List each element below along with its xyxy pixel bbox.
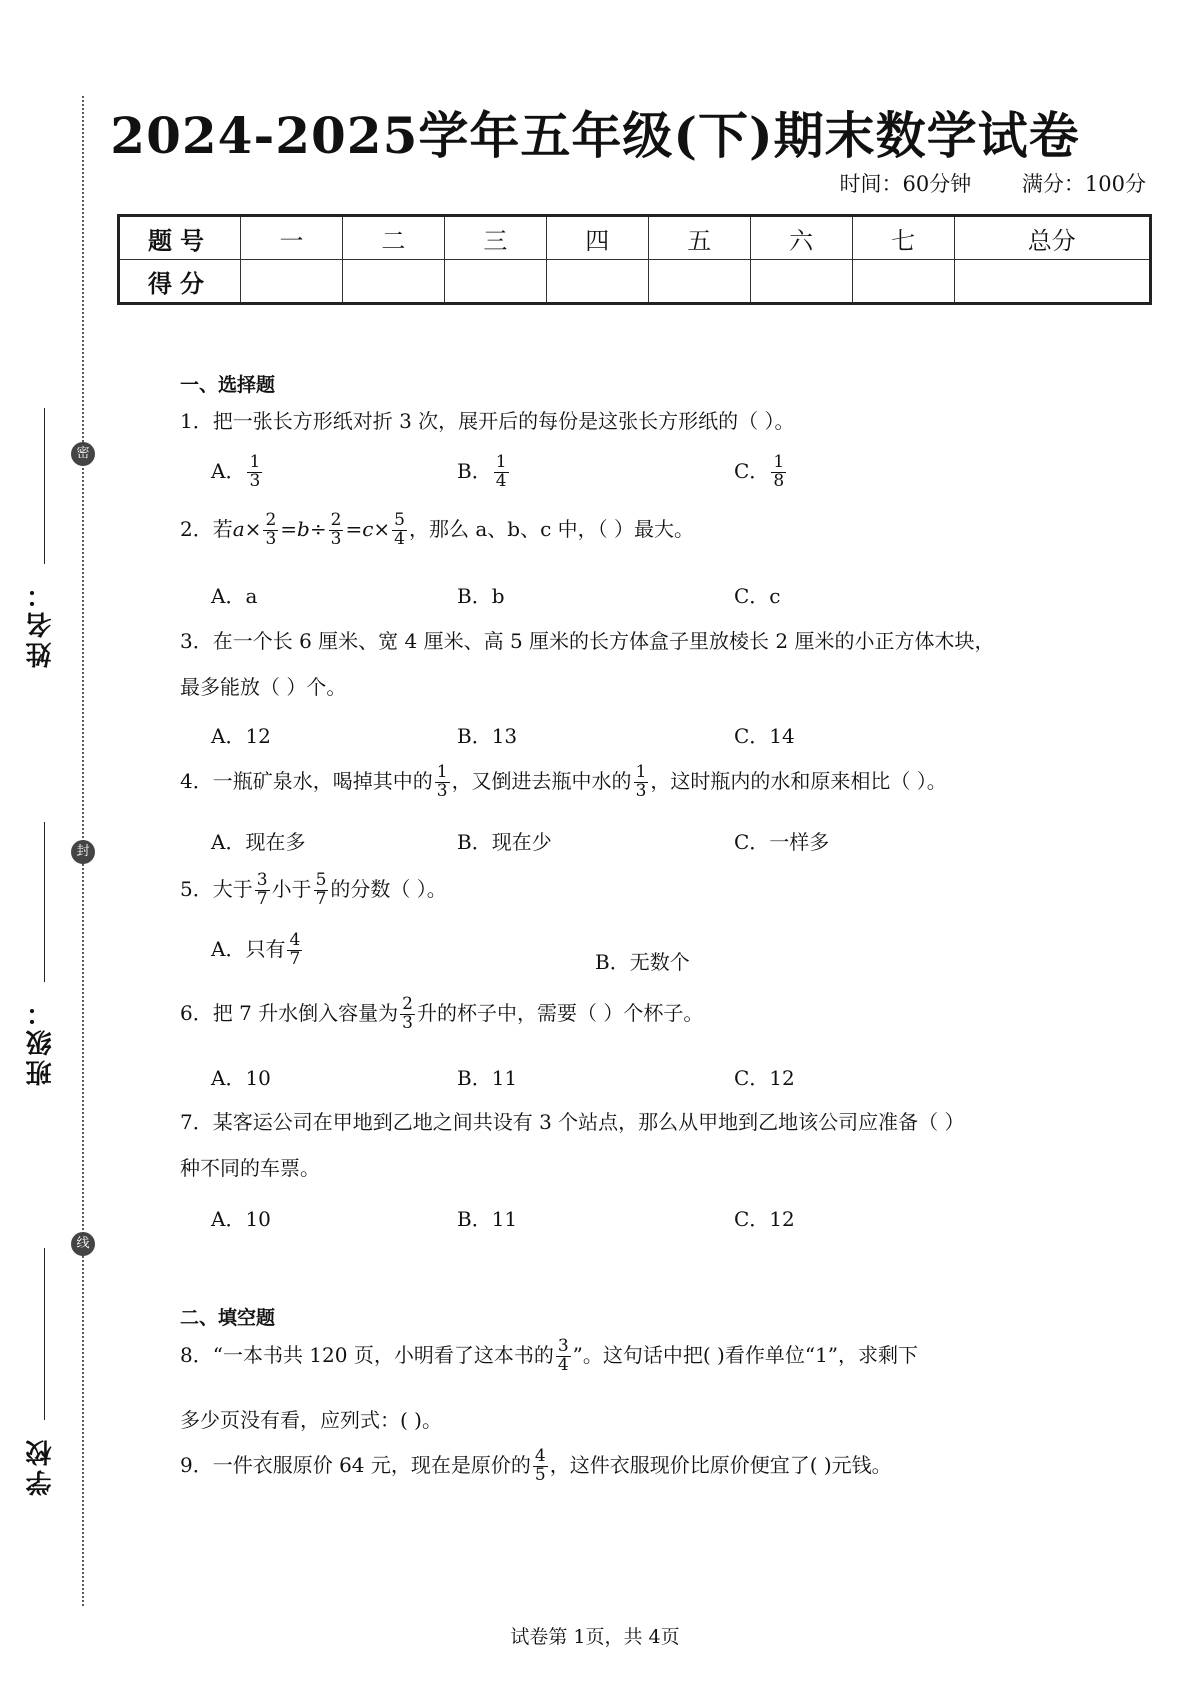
school-label: 学校 xyxy=(26,1436,56,1496)
question-7-line1: 7．某客运公司在甲地到乙地之间共设有 3 个站点，那么从甲地到乙地该公司应准备（ ） xyxy=(180,1110,965,1134)
seal-feng: 封 xyxy=(71,840,95,864)
exam-meta xyxy=(795,168,1146,198)
score-cell[interactable] xyxy=(954,260,1150,304)
q6-text-2: 升的杯子中，需要（ ）个杯子。 xyxy=(417,1000,704,1025)
numerator: 1 xyxy=(495,452,507,472)
times-sign: × xyxy=(373,516,391,541)
option-letter: C． xyxy=(734,458,770,483)
numerator: 5 xyxy=(315,870,327,890)
question-6 xyxy=(180,996,703,1033)
q6-option-a: A．10 xyxy=(211,1066,271,1090)
fraction xyxy=(392,512,407,549)
q5-text-2: 小于 xyxy=(271,876,312,901)
q7-option-c: C．12 xyxy=(734,1207,795,1231)
fraction xyxy=(771,454,786,491)
score-col: 三 xyxy=(444,216,546,260)
denominator: 3 xyxy=(265,528,277,549)
fraction xyxy=(255,872,270,909)
question-2 xyxy=(180,512,694,549)
numerator: 4 xyxy=(289,930,301,950)
q3-option-b: B．13 xyxy=(457,724,518,748)
question-3-line1: 3．在一个长 6 厘米、宽 4 厘米、高 5 厘米的长方体盒子里放棱长 2 厘米的小正方体木块， xyxy=(180,629,995,653)
numerator: 2 xyxy=(330,510,342,530)
q9-text-2: ，这件衣服现价比原价便宜了( )元钱。 xyxy=(549,1452,892,1477)
q2-option-b: B．b xyxy=(457,584,505,608)
question-8-line2: 多少页没有看，应列式：( )。 xyxy=(180,1408,442,1432)
numerator: 5 xyxy=(394,510,405,530)
denominator: 4 xyxy=(495,470,507,491)
fraction xyxy=(556,1338,571,1375)
denominator: 8 xyxy=(773,470,785,491)
q4-text-2: ，又倒进去瓶中水的 xyxy=(451,768,632,793)
q2-prefix: 2．若 xyxy=(180,516,233,541)
denominator: 4 xyxy=(557,1354,569,1375)
denominator: 3 xyxy=(635,780,647,801)
times-sign: × xyxy=(244,516,262,541)
score-col: 四 xyxy=(546,216,648,260)
q6-option-c: C．12 xyxy=(734,1066,795,1090)
denominator: 3 xyxy=(436,780,448,801)
question-9 xyxy=(180,1448,892,1485)
fraction xyxy=(287,932,302,969)
question-5 xyxy=(180,872,447,909)
section-choice-title: 一、选择题 xyxy=(180,374,276,396)
class-label: 班级： xyxy=(26,996,56,1086)
var-c: c xyxy=(362,516,374,541)
fraction xyxy=(247,454,262,491)
q2-option-a: A．a xyxy=(211,584,258,608)
q1-option-c xyxy=(734,454,788,491)
numerator: 4 xyxy=(534,1446,546,1466)
q2-suffix: ，那么 a、b、c 中，（ ）最大。 xyxy=(409,516,694,541)
score-cell[interactable] xyxy=(342,260,444,304)
question-8 xyxy=(180,1338,918,1375)
fraction xyxy=(435,764,450,801)
section-fill-title: 二、填空题 xyxy=(180,1307,276,1329)
seal-mi: 密 xyxy=(71,442,95,466)
score-header-number: 题号 xyxy=(119,216,241,260)
denominator: 7 xyxy=(315,888,327,909)
q6-text-1: 6．把 7 升水倒入容量为 xyxy=(180,1000,399,1025)
fraction xyxy=(314,872,329,909)
q7-option-a: A．10 xyxy=(211,1207,271,1231)
q8-text-2: ”。这句话中把( )看作单位“1”，求剩下 xyxy=(572,1342,919,1367)
question-1: 1．把一张长方形纸对折 3 次，展开后的每份是这张长方形纸的（ ）。 xyxy=(180,409,795,433)
score-table-row-numbers xyxy=(119,216,1151,260)
numerator: 3 xyxy=(557,1336,569,1356)
score-col-total: 总分 xyxy=(954,216,1150,260)
option-letter: B． xyxy=(457,458,492,483)
score-col: 五 xyxy=(648,216,750,260)
score-table xyxy=(117,214,1152,305)
option-text: A．只有 xyxy=(211,936,286,961)
q5-option-b: B．无数个 xyxy=(595,950,690,974)
q4-option-c: C．一样多 xyxy=(734,830,830,854)
score-cell[interactable] xyxy=(546,260,648,304)
q9-text-1: 9．一件衣服原价 64 元，现在是原价的 xyxy=(180,1452,531,1477)
fraction xyxy=(263,512,278,549)
denominator: 3 xyxy=(330,528,342,549)
score-cell[interactable] xyxy=(444,260,546,304)
fraction xyxy=(634,764,649,801)
school-underline xyxy=(44,1248,45,1420)
fraction xyxy=(400,996,415,1033)
numerator: 1 xyxy=(249,452,261,472)
numerator: 1 xyxy=(773,452,785,472)
question-3-line2: 最多能放（ ）个。 xyxy=(180,675,347,699)
q4-option-b: B．现在少 xyxy=(457,830,552,854)
score-cell[interactable] xyxy=(648,260,750,304)
seal-xian: 线 xyxy=(71,1232,95,1256)
name-label: 姓名： xyxy=(26,578,56,668)
q4-text-1: 4．一瓶矿泉水，喝掉其中的 xyxy=(180,768,433,793)
score-cell[interactable] xyxy=(241,260,343,304)
denominator: 4 xyxy=(394,528,405,549)
class-underline xyxy=(44,822,45,982)
q3-option-c: C．14 xyxy=(734,724,795,748)
q1-option-a xyxy=(211,454,264,491)
numerator: 2 xyxy=(265,510,277,530)
equals-sign: = xyxy=(345,516,363,541)
divide-sign: ÷ xyxy=(309,516,327,541)
numerator: 1 xyxy=(436,762,448,782)
fraction xyxy=(329,512,344,549)
option-letter: A． xyxy=(211,458,246,483)
question-7-line2: 种不同的车票。 xyxy=(180,1156,320,1180)
score-col: 一 xyxy=(241,216,343,260)
var-a: a xyxy=(232,516,245,541)
q5-text-1: 5．大于 xyxy=(180,876,253,901)
q4-text-3: ，这时瓶内的水和原来相比（ ）。 xyxy=(650,768,947,793)
q8-text-1: 8．“一本书共 120 页，小明看了这本书的 xyxy=(180,1342,554,1367)
fraction xyxy=(533,1448,548,1485)
denominator: 3 xyxy=(249,470,261,491)
denominator: 3 xyxy=(402,1012,413,1033)
denominator: 7 xyxy=(256,888,268,909)
q7-option-b: B．11 xyxy=(457,1207,518,1231)
numerator: 1 xyxy=(635,762,647,782)
page-footer: 试卷第 1页，共 4页 xyxy=(510,1626,680,1648)
time-limit: 时间：60分钟 xyxy=(839,172,972,196)
numerator: 3 xyxy=(256,870,268,890)
var-b: b xyxy=(297,516,310,541)
score-cell[interactable] xyxy=(750,260,852,304)
full-score: 满分：100分 xyxy=(1021,172,1146,196)
numerator: 2 xyxy=(402,994,413,1014)
score-col: 七 xyxy=(852,216,954,260)
name-underline xyxy=(44,408,45,564)
score-cell[interactable] xyxy=(852,260,954,304)
fraction xyxy=(494,454,509,491)
q2-option-c: C．c xyxy=(734,584,781,608)
q5-text-3: 的分数（ ）。 xyxy=(330,876,447,901)
exam-title: 2024-2025学年五年级(下)期末数学试卷 xyxy=(110,106,1080,165)
q5-option-a xyxy=(211,932,304,969)
q1-option-b xyxy=(457,454,511,491)
q4-option-a: A．现在多 xyxy=(211,830,306,854)
equals-sign: = xyxy=(280,516,298,541)
question-4 xyxy=(180,764,947,801)
denominator: 5 xyxy=(534,1464,546,1485)
score-col: 二 xyxy=(342,216,444,260)
q6-option-b: B．11 xyxy=(457,1066,518,1090)
score-table-row-scores xyxy=(119,260,1151,304)
score-header-score: 得分 xyxy=(119,260,241,304)
score-col: 六 xyxy=(750,216,852,260)
denominator: 7 xyxy=(289,948,301,969)
q3-option-a: A．12 xyxy=(211,724,271,748)
